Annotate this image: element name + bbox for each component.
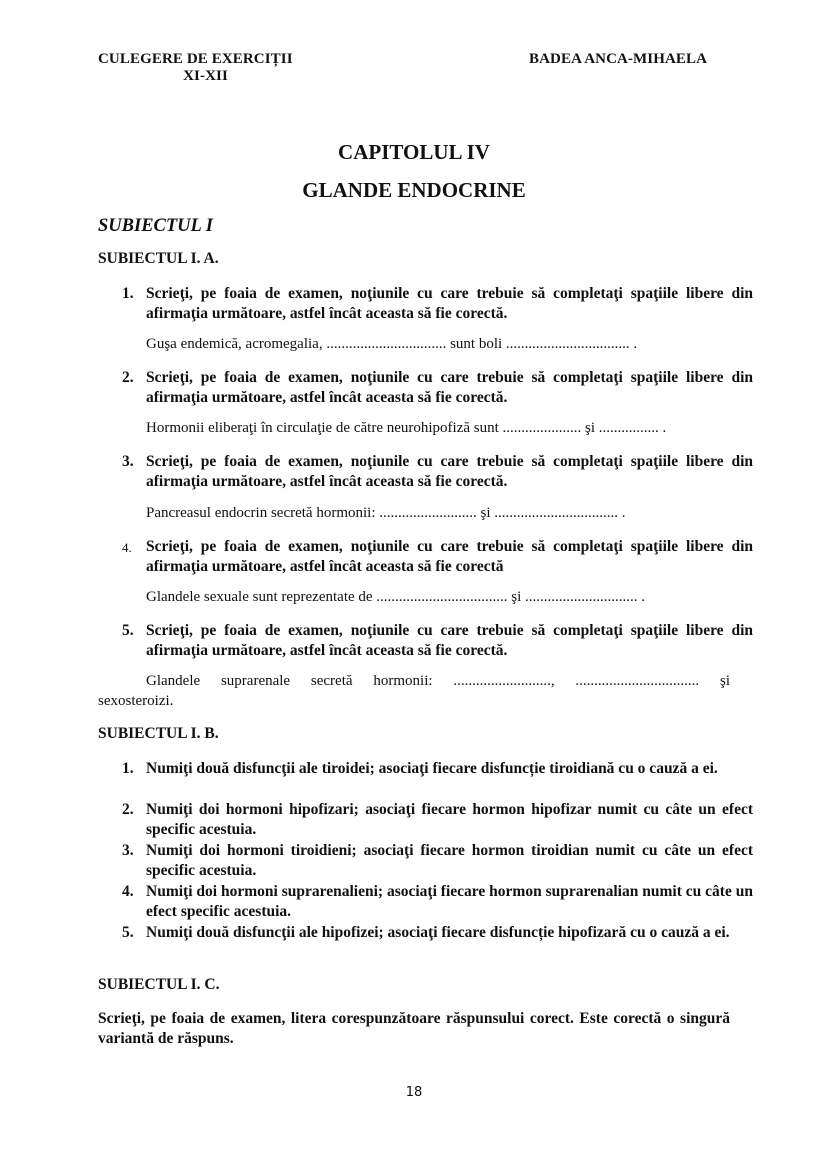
question-prompt: Scrieţi, pe foaia de examen, noţiunile cu care trebuie să completaţi spaţiile libere din afirmaţia următoare, astfel încât aceasta să fie corectă	[146, 538, 753, 575]
fill-statement-a4: Glandele sexuale sunt reprezentate de ................................... şi .............................. .	[146, 589, 646, 605]
question-b5	[122, 923, 762, 965]
question-a4	[122, 537, 762, 579]
question-prompt: Scrieţi, pe foaia de examen, noţiunile cu care trebuie să completaţi spaţiile libere din afirmaţia următoare, astfel încât aceasta să fie corectă.	[146, 369, 753, 406]
question-number: 3.	[122, 842, 134, 859]
question-text: Numiţi doi hormoni tiroidieni; asociaţi fiecare hormon tiroidian numit cu câte un efect specific acestuia.	[146, 842, 753, 879]
chapter-number: CAPITOLUL IV	[338, 140, 490, 164]
header-left	[98, 51, 313, 85]
fill-statement-a5-line2: sexosteroizi.	[98, 693, 174, 709]
question-text: Numiţi două disfuncţii ale hipofizei; asociaţi fiecare disfuncție hipofizară cu o cauză a ei.	[146, 924, 730, 941]
question-prompt: Scrieţi, pe foaia de examen, noţiunile cu care trebuie să completaţi spaţiile libere din afirmaţia următoare, astfel încât aceasta să fie corectă.	[146, 622, 753, 659]
section-c-title: SUBIECTUL I. C.	[98, 976, 220, 993]
fill-statement-a3: Pancreasul endocrin secretă hormonii: .......................... şi ................................. .	[146, 505, 626, 521]
question-number: 2.	[122, 801, 134, 818]
question-prompt: Scrieţi, pe foaia de examen, noţiunile cu care trebuie să completaţi spaţiile libere din afirmaţia următoare, astfel încât aceasta să fie corectă.	[146, 453, 753, 490]
fill-statement-a2: Hormonii eliberaţi în circulaţie de către neurohipofiză sunt ..................... şi ................ .	[146, 420, 667, 436]
header-author: BADEA ANCA-MIHAELA	[529, 51, 708, 67]
section-a-title: SUBIECTUL I. A.	[98, 250, 219, 267]
section-c-instruction: Scrieţi, pe foaia de examen, litera corespunzătoare răspunsului corect. Este corectă o singură variantă de răspuns.	[98, 1010, 730, 1047]
book-grades: XI-XII	[183, 68, 228, 84]
page-number: 18	[405, 1085, 423, 1100]
question-b4	[122, 882, 762, 924]
book-title: CULEGERE DE EXERCIȚII	[98, 51, 293, 67]
question-number: 4.	[122, 883, 134, 900]
question-b2	[122, 800, 762, 842]
chapter-title: GLANDE ENDOCRINE	[302, 178, 526, 202]
subject-title: SUBIECTUL I	[98, 216, 213, 236]
question-text: Numiţi două disfuncţii ale tiroidei; asociaţi fiecare disfuncție tiroidiană cu o cauză a ei.	[146, 760, 718, 777]
question-a1	[122, 284, 762, 326]
question-number: 2.	[122, 369, 134, 386]
section-b-title: SUBIECTUL I. B.	[98, 725, 219, 742]
question-number: 5.	[122, 622, 134, 639]
question-number: 3.	[122, 453, 134, 470]
question-text: Numiţi doi hormoni hipofizari; asociaţi fiecare hormon hipofizar numit cu câte un efect specific acestuia.	[146, 801, 753, 838]
question-b3	[122, 841, 762, 883]
question-number: 1.	[122, 285, 134, 302]
question-a2	[122, 368, 762, 410]
question-number: 1.	[122, 760, 134, 777]
fill-statement-a1: Guşa endemică, acromegalia, ................................ sunt boli ................................. .	[146, 336, 638, 352]
question-prompt: Scrieţi, pe foaia de examen, noţiunile cu care trebuie să completaţi spaţiile libere din afirmaţia următoare, astfel încât aceasta să fie corectă.	[146, 285, 753, 322]
question-number: 4.	[122, 540, 132, 555]
question-number: 5.	[122, 924, 134, 941]
fill-statement-a5-line1: Glandele suprarenale secretă hormonii: .........................., ................................. şi	[146, 673, 730, 689]
question-a3	[122, 452, 762, 494]
question-text: Numiţi doi hormoni suprarenalieni; asociaţi fiecare hormon suprarenalian numit cu câte un efect specific acestuia.	[146, 883, 753, 920]
question-a5	[122, 621, 762, 663]
question-b1	[122, 759, 762, 801]
